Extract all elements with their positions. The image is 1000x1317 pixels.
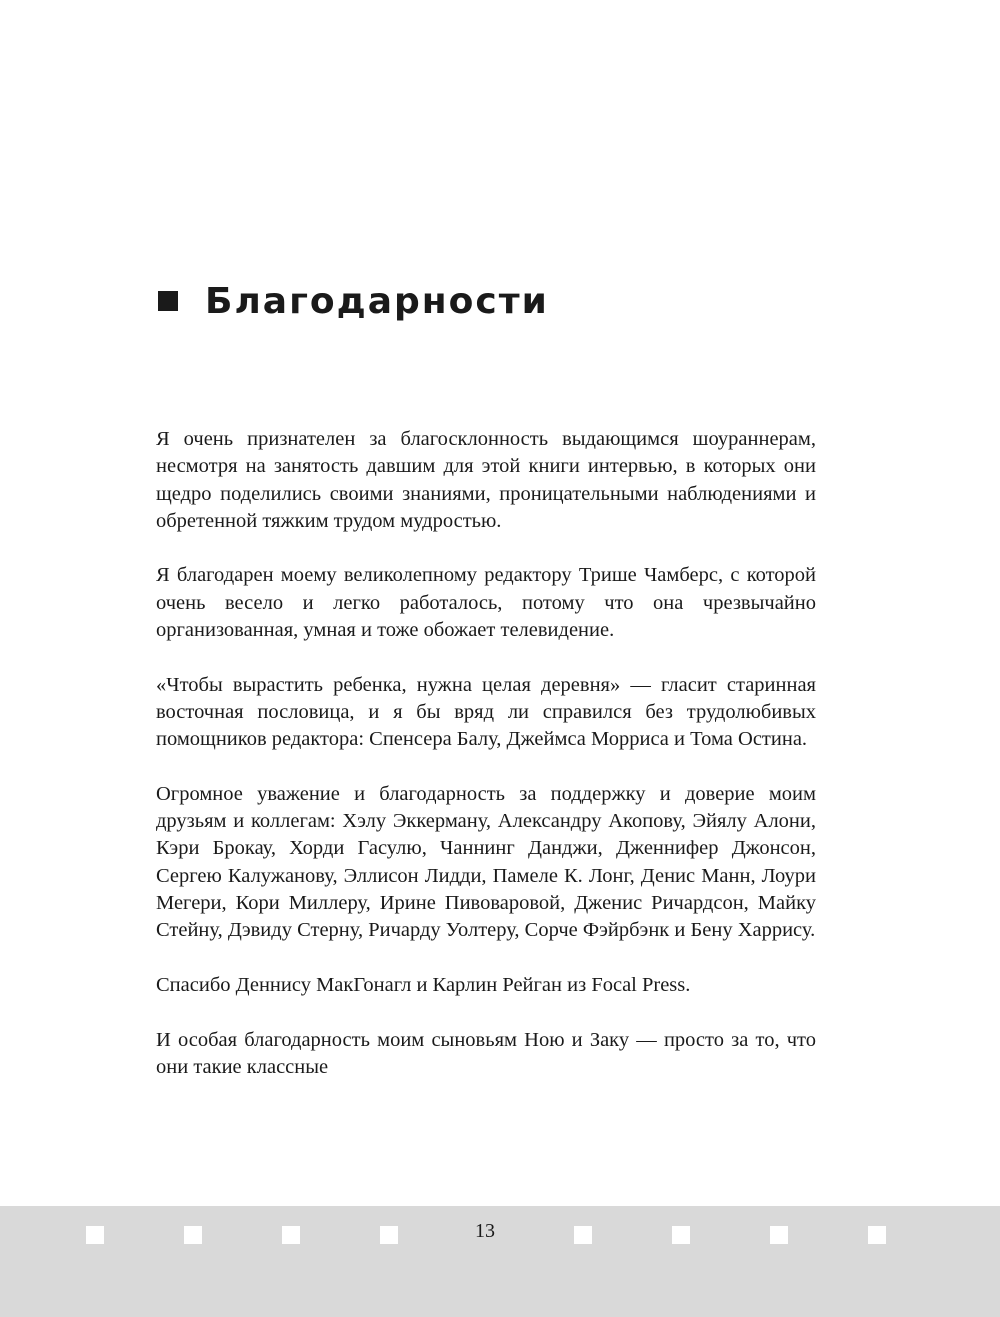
acknowledgements-body	[156, 426, 816, 1108]
square-bullet-icon	[158, 291, 178, 311]
paragraph: «Чтобы вырастить ребенка, нужна целая деревня» — гласит старинная восточная пословица, и я бы вряд ли справился без трудолюбивых помощников редактора: Спенсера Балу, Джеймса Морриса и Тома Остина.	[156, 673, 816, 751]
page-footer	[0, 1206, 1000, 1317]
footer-square-icon	[574, 1226, 592, 1244]
footer-square-icon	[770, 1226, 788, 1244]
page-number: 13	[475, 1220, 495, 1242]
footer-square-icon	[86, 1226, 104, 1244]
footer-square-icon	[672, 1226, 690, 1244]
section-heading	[158, 278, 549, 324]
footer-square-icon	[282, 1226, 300, 1244]
paragraph: Спасибо Деннису МакГонагл и Карлин Рейган из Focal Press.	[156, 973, 691, 996]
paragraph: Я благодарен моему великолепному редактору Трише Чамберс, с которой очень весело и легко работалось, потому что она чрезвычайно организованная, умная и тоже обожает телевидение.	[156, 564, 816, 642]
paragraph: Огромное уважение и благодарность за поддержку и доверие моим друзьям и коллегам: Хэлу Эккерману, Александру Акопову, Эйялу Алони, Кэри Брокау, Хорди Гасулю, Чаннинг Данджи, Дженнифер Джонсон, Сергею Калужанову, Эллисон Лидди, Памеле К. Лонг, Денис Манн, Лоури Мегери, Кори Миллеру, Ирине Пивоваровой, Дженис Ричардсон, Майку Стейну, Дэвиду Стерну, Ричарду Уолтеру, Сорче Фэйрбэнк и Бену Харрису.	[156, 782, 816, 942]
footer-square-icon	[868, 1226, 886, 1244]
footer-square-icon	[380, 1226, 398, 1244]
page-title: Благодарности	[205, 280, 549, 322]
footer-square-icon	[184, 1226, 202, 1244]
paragraph: И особая благодарность моим сыновьям Ною и Заку — просто за то, что они такие классные	[156, 1028, 816, 1078]
paragraph: Я очень признателен за благосклонность выдающимся шоураннерам, несмотря на занятость давшим для этой книги интервью, в которых они щедро поделились своими знаниями, проницательными наблюдениями и обретенной тяжким трудом мудростью.	[156, 428, 816, 532]
